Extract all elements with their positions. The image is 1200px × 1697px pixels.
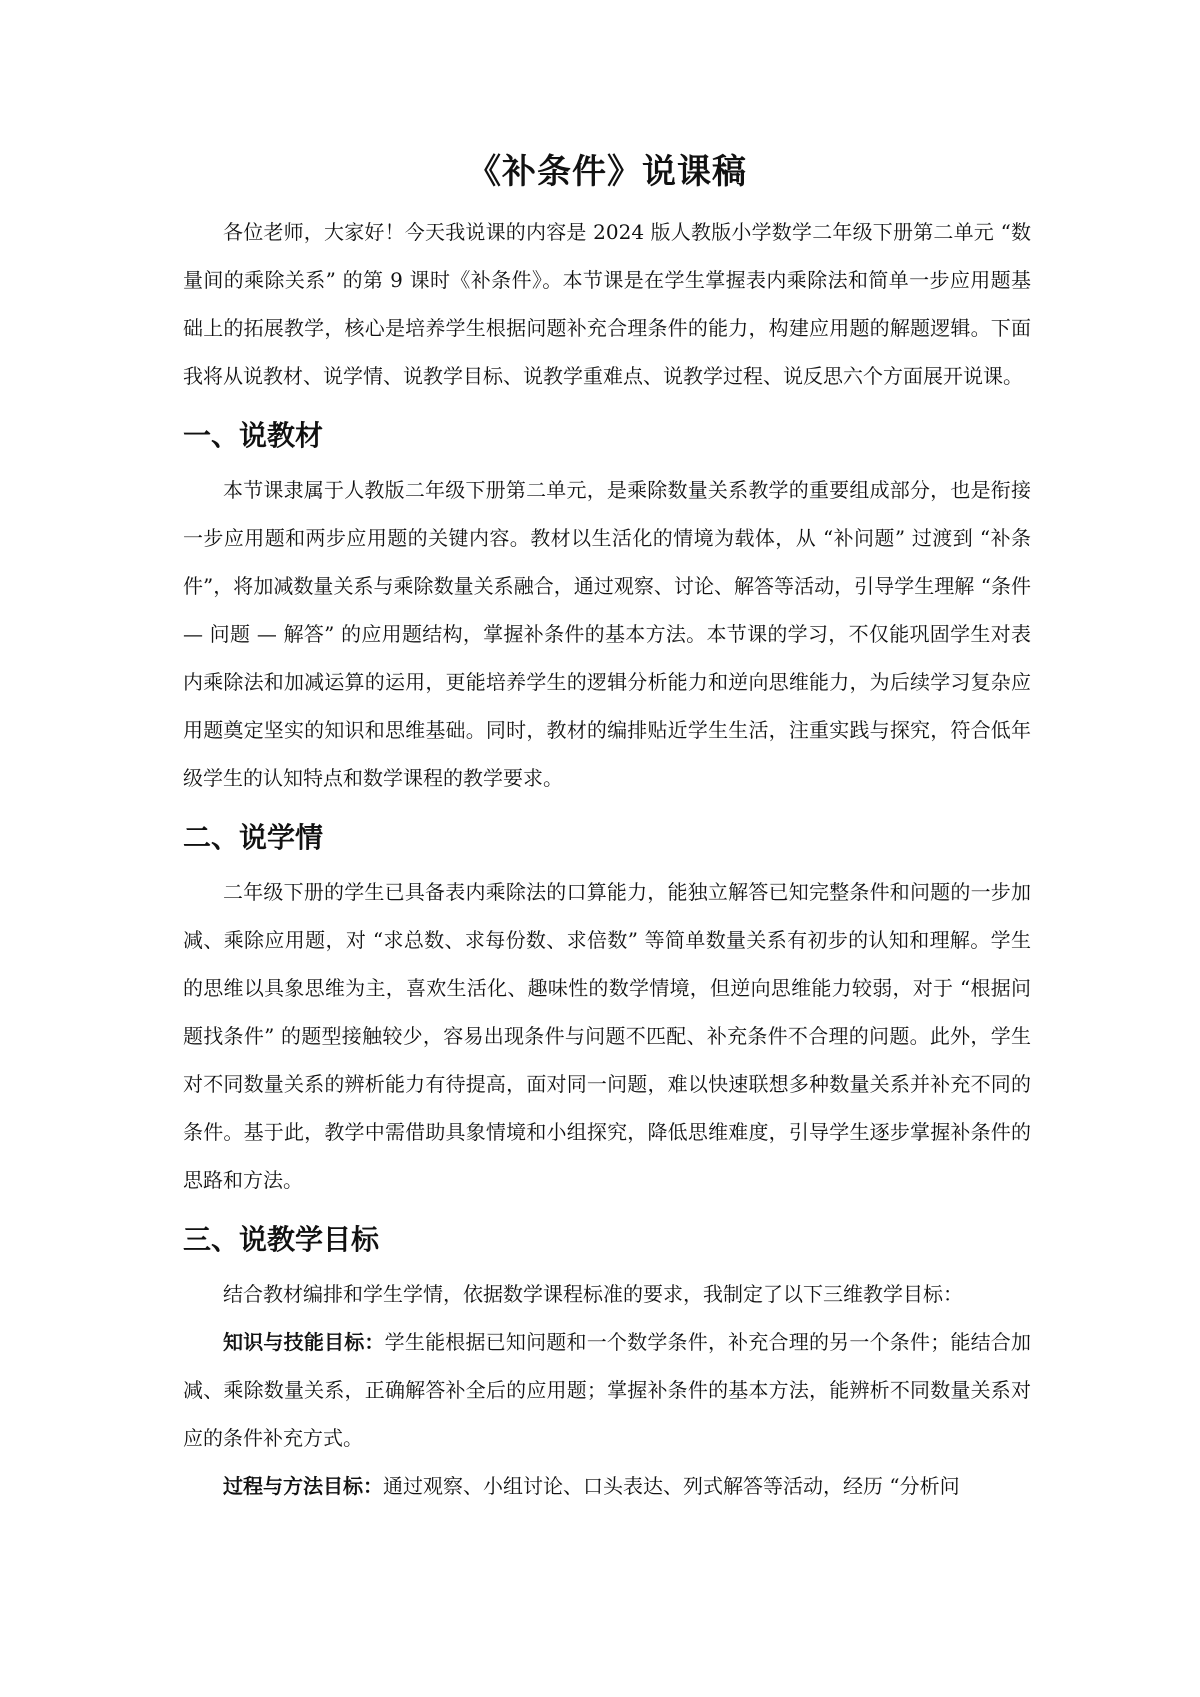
goal-process-method-label: 过程与方法目标： <box>223 1474 383 1498</box>
section-heading-teaching-material: 一、说教材 <box>183 419 324 452</box>
document-page <box>183 150 1031 1510</box>
page-title: 《补条件》说课稿 <box>467 152 747 192</box>
teaching-goals-paragraph: 结合教材编排和学生学情，依据数学课程标准的要求，我制定了以下三维教学目标： <box>223 1282 963 1306</box>
student-analysis-paragraph: 二年级下册的学生已具备表内乘除法的口算能力，能独立解答已知完整条件和问题的一步加减、乘除应用题，对 “求总数、求每份数、求倍数” 等简单数量关系有初步的认知和理解。学生的思维以具象思维为主，喜欢生活化、趣味性的数学情境，但逆向思维能力较弱，对于 “根据问题找条件” 的题型接触较少，容易出现条件与问题不匹配、补充条件不合理的问题。此外，学生对不同数量关系的辨析能力有待提高，面对同一问题，难以快速联想多种数量关系并补充不同的条件。基于此，教学中需借助具象情境和小组探究，降低思维难度，引导学生逐步掌握补条件的思路和方法。 <box>183 880 1031 1192</box>
teaching-material-paragraph: 本节课隶属于人教版二年级下册第二单元，是乘除数量关系教学的重要组成部分，也是衔接一步应用题和两步应用题的关键内容。教材以生活化的情境为载体，从 “补问题” 过渡到 “补条件”，将加减数量关系与乘除数量关系融合，通过观察、讨论、解答等活动，引导学生理解 “条件 — 问题 — 解答” 的应用题结构，掌握补条件的基本方法。本节课的学习，不仅能巩固学生对表内乘除法和加减运算的运用，更能培养学生的逻辑分析能力和逆向思维能力，为后续学习复杂应用题奠定坚实的知识和思维基础。同时，教材的编排贴近学生生活，注重实践与探究，符合低年级学生的认知特点和数学课程的教学要求。 <box>183 478 1031 790</box>
section-heading-teaching-goals: 三、说教学目标 <box>183 1223 380 1256</box>
goal-knowledge-skill-label: 知识与技能目标： <box>223 1330 385 1354</box>
intro-paragraph: 各位老师，大家好！今天我说课的内容是 2024 版人教版小学数学二年级下册第二单元 “数量间的乘除关系” 的第 9 课时《补条件》。本节课是在学生掌握表内乘除法和简单一步应用题基础上的拓展教学，核心是培养学生根据问题补充合理条件的能力，构建应用题的解题逻辑。下面我将从说教材、说学情、说教学目标、说教学重难点、说教学过程、说反思六个方面展开说课。 <box>183 220 1031 388</box>
goal-knowledge-skill <box>183 1318 1031 1462</box>
goal-process-method-text: 通过观察、小组讨论、口头表达、列式解答等活动，经历 “分析问 <box>383 1474 960 1498</box>
goal-process-method <box>183 1462 1031 1510</box>
goal-knowledge-skill-text: 学生能根据已知问题和一个数学条件，补充合理的另一个条件；能结合加减、乘除数量关系，正确解答补全后的应用题；掌握补条件的基本方法，能辨析不同数量关系对应的条件补充方式。 <box>183 1330 1032 1450</box>
section-heading-student-analysis: 二、说学情 <box>183 821 324 854</box>
